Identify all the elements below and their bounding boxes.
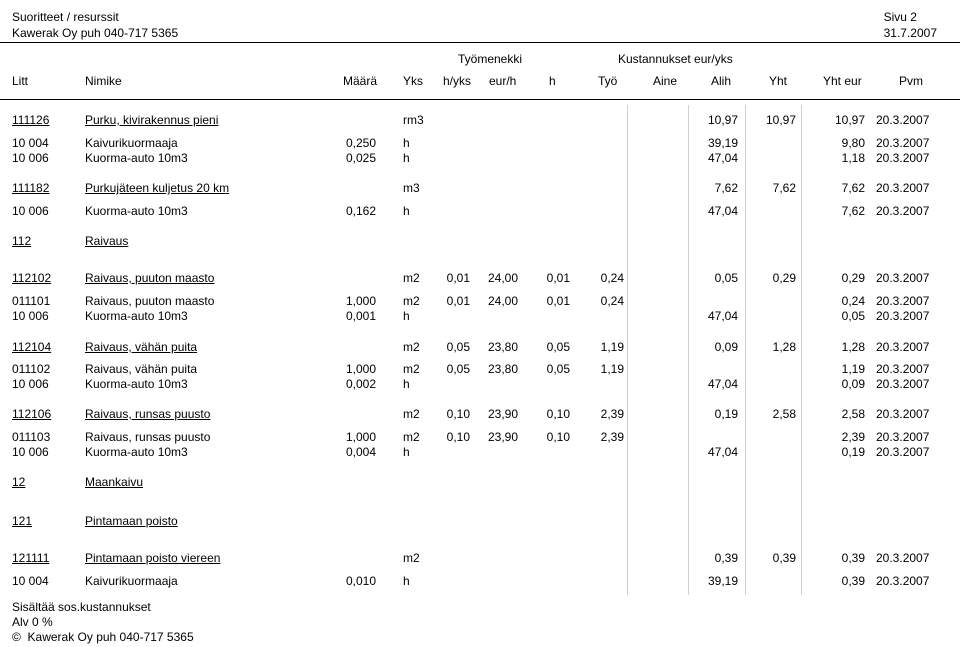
cell-qty: 0,162 (345, 204, 376, 218)
cell-alih: 10,97 (707, 113, 738, 127)
cell-unit: m2 (403, 551, 420, 565)
cell-yht: 2,58 (772, 407, 796, 421)
cell-tyo: 1,19 (600, 340, 624, 354)
cell-pvm: 20.3.2007 (876, 574, 930, 588)
cell-code: 111182 (12, 181, 50, 195)
table-row (0, 136, 960, 150)
cell-code: 10 006 (12, 204, 49, 218)
cell-alih: 0,39 (714, 551, 738, 565)
cell-code: 10 006 (12, 309, 49, 323)
cell-qty: 0,001 (345, 309, 376, 323)
cell-code: 121111 (12, 551, 50, 565)
cell-ytheur: 2,58 (841, 407, 865, 421)
cell-h: 0,01 (546, 271, 570, 285)
table-row (0, 204, 960, 218)
cell-code: 011102 (12, 362, 51, 376)
cell-name: Raivaus, runsas puusto (85, 430, 211, 444)
cell-pvm: 20.3.2007 (876, 271, 930, 285)
cell-yht: 0,29 (772, 271, 796, 285)
table-row (0, 445, 960, 459)
cell-pvm: 20.3.2007 (876, 430, 930, 444)
report-date: 31.7.2007 (883, 26, 937, 40)
cell-pvm: 20.3.2007 (876, 407, 930, 421)
cell-unit: m2 (403, 271, 420, 285)
cell-yht: 10,97 (765, 113, 796, 127)
cell-name: Pintamaan poisto viereen (85, 551, 221, 565)
cell-unit: h (403, 309, 410, 323)
cell-name: Kuorma-auto 10m3 (85, 377, 188, 391)
cell-hyks: 0,10 (446, 407, 470, 421)
column-header: Nimike (85, 74, 122, 88)
report-title: Suoritteet / resurssit (12, 10, 119, 24)
table-row (0, 271, 960, 285)
cell-tyo: 2,39 (600, 407, 624, 421)
cell-unit: m2 (403, 294, 420, 308)
cell-name: Raivaus, runsas puusto (85, 407, 211, 421)
cell-ytheur: 0,09 (841, 377, 865, 391)
cell-alih: 47,04 (707, 204, 738, 218)
cell-ytheur: 0,39 (841, 551, 865, 565)
footer-company: Kawerak Oy puh 040-717 5365 (27, 630, 194, 644)
cell-code: 011101 (12, 294, 51, 308)
column-header: Alih (711, 74, 732, 88)
group-label-worker: Työmenekki (458, 52, 523, 66)
column-header: Yks (403, 74, 424, 88)
column-header: Yht eur (823, 74, 862, 88)
cell-name: Kaivurikuormaaja (85, 136, 178, 150)
table-row (0, 294, 960, 308)
cell-alih: 39,19 (707, 136, 738, 150)
cell-name: Kuorma-auto 10m3 (85, 204, 188, 218)
cell-yht: 7,62 (772, 181, 796, 195)
cell-tyo: 0,24 (600, 294, 624, 308)
cell-h: 0,10 (546, 430, 570, 444)
cell-qty: 0,250 (345, 136, 376, 150)
table-row (0, 151, 960, 165)
cell-tyo: 1,19 (600, 362, 624, 376)
table-row (0, 377, 960, 391)
cell-ytheur: 1,18 (841, 151, 865, 165)
cell-unit: h (403, 445, 410, 459)
cell-alih: 39,19 (707, 574, 738, 588)
cell-code: 121 (12, 514, 33, 528)
cell-unit: h (403, 151, 410, 165)
footer-copyright (12, 630, 194, 645)
cell-eurh: 24,00 (487, 271, 518, 285)
cell-pvm: 20.3.2007 (876, 362, 930, 376)
cell-unit: h (403, 574, 410, 588)
cell-yht: 1,28 (772, 340, 796, 354)
table-row (0, 362, 960, 376)
cell-ytheur: 0,29 (841, 271, 865, 285)
cell-alih: 0,19 (714, 407, 738, 421)
cell-qty: 0,004 (345, 445, 376, 459)
cell-code: 10 006 (12, 377, 49, 391)
cell-name: Purkujäteen kuljetus 20 km (85, 181, 230, 195)
cell-pvm: 20.3.2007 (876, 151, 930, 165)
cell-alih: 47,04 (707, 309, 738, 323)
cell-unit: m3 (403, 181, 420, 195)
cell-qty: 1,000 (345, 294, 376, 308)
cell-unit: m2 (403, 362, 420, 376)
column-header: eur/h (489, 74, 517, 88)
cell-pvm: 20.3.2007 (876, 377, 930, 391)
cell-pvm: 20.3.2007 (876, 309, 930, 323)
cell-pvm: 20.3.2007 (876, 551, 930, 565)
cell-hyks: 0,10 (446, 430, 470, 444)
cell-name: Raivaus, puuton maasto (85, 294, 215, 308)
cell-hyks: 0,01 (446, 294, 470, 308)
cell-name: Raivaus, puuton maasto (85, 271, 215, 285)
cell-qty: 1,000 (345, 362, 376, 376)
cell-name: Kuorma-auto 10m3 (85, 151, 188, 165)
column-header: Yht (769, 74, 788, 88)
cell-alih: 47,04 (707, 445, 738, 459)
cell-code: 112104 (12, 340, 52, 354)
column-header: Määrä (343, 74, 378, 88)
cell-name: Purku, kivirakennus pieni (85, 113, 219, 127)
cell-name: Raivaus (85, 234, 129, 248)
cell-unit: m2 (403, 340, 420, 354)
cell-pvm: 20.3.2007 (876, 294, 930, 308)
cell-unit: m2 (403, 407, 420, 421)
column-header: Pvm (899, 74, 923, 88)
cell-hyks: 0,01 (446, 271, 470, 285)
cell-unit: m2 (403, 430, 420, 444)
cell-name: Kaivurikuormaaja (85, 574, 178, 588)
cell-hyks: 0,05 (446, 362, 470, 376)
cell-code: 111126 (12, 113, 50, 127)
cell-ytheur: 1,28 (841, 340, 865, 354)
cell-tyo: 2,39 (600, 430, 624, 444)
cell-alih: 47,04 (707, 151, 738, 165)
table-row (0, 475, 960, 489)
copyright-symbol: © (12, 630, 21, 644)
cell-ytheur: 7,62 (841, 204, 865, 218)
cell-ytheur: 0,39 (841, 574, 865, 588)
cell-ytheur: 10,97 (834, 113, 865, 127)
table-row (0, 574, 960, 588)
cell-unit: h (403, 136, 410, 150)
cell-pvm: 20.3.2007 (876, 181, 930, 195)
cell-ytheur: 7,62 (841, 181, 865, 195)
table-row (0, 430, 960, 444)
cell-ytheur: 1,19 (841, 362, 865, 376)
footer-vat: Alv 0 % (12, 615, 53, 629)
cell-code: 112102 (12, 271, 52, 285)
cell-eurh: 23,80 (487, 340, 518, 354)
cell-pvm: 20.3.2007 (876, 113, 930, 127)
cell-ytheur: 0,05 (841, 309, 865, 323)
cell-code: 10 004 (12, 574, 49, 588)
table-row (0, 407, 960, 421)
cell-code: 10 004 (12, 136, 49, 150)
cell-name: Pintamaan poisto (85, 514, 178, 528)
cell-code: 10 006 (12, 445, 49, 459)
cell-h: 0,01 (546, 294, 570, 308)
cell-ytheur: 9,80 (841, 136, 865, 150)
cell-name: Kuorma-auto 10m3 (85, 445, 188, 459)
cell-qty: 0,002 (345, 377, 376, 391)
cell-code: 112 (12, 234, 32, 248)
cell-qty: 0,010 (345, 574, 376, 588)
cell-alih: 0,09 (714, 340, 738, 354)
cell-unit: h (403, 204, 410, 218)
cell-unit: h (403, 377, 410, 391)
cell-name: Kuorma-auto 10m3 (85, 309, 188, 323)
cell-alih: 0,05 (714, 271, 738, 285)
cell-h: 0,10 (546, 407, 570, 421)
column-header: Litt (12, 74, 29, 88)
table-row (0, 340, 960, 354)
cell-eurh: 23,90 (487, 407, 518, 421)
cell-pvm: 20.3.2007 (876, 340, 930, 354)
cell-ytheur: 0,19 (841, 445, 865, 459)
cell-name: Raivaus, vähän puita (85, 340, 198, 354)
cell-name: Maankaivu (85, 475, 144, 489)
cell-eurh: 24,00 (487, 294, 518, 308)
cell-hyks: 0,05 (446, 340, 470, 354)
table-row (0, 181, 960, 195)
cell-ytheur: 2,39 (841, 430, 865, 444)
cell-h: 0,05 (546, 362, 570, 376)
column-header: Aine (653, 74, 678, 88)
cell-qty: 0,025 (345, 151, 376, 165)
column-header: Työ (598, 74, 618, 88)
cell-alih: 47,04 (707, 377, 738, 391)
cell-tyo: 0,24 (600, 271, 624, 285)
page-footer (12, 600, 194, 645)
cell-code: 10 006 (12, 151, 49, 165)
cell-unit: rm3 (403, 113, 424, 127)
cell-code: 12 (12, 475, 26, 489)
cell-h: 0,05 (546, 340, 570, 354)
cell-ytheur: 0,24 (841, 294, 865, 308)
cell-pvm: 20.3.2007 (876, 136, 930, 150)
cell-pvm: 20.3.2007 (876, 204, 930, 218)
cell-name: Raivaus, vähän puita (85, 362, 198, 376)
group-label-costs: Kustannukset eur/yks (618, 52, 733, 66)
column-header: h/yks (443, 74, 472, 88)
company-info: Kawerak Oy puh 040-717 5365 (12, 26, 179, 40)
table-row (0, 113, 960, 127)
cell-alih: 7,62 (714, 181, 738, 195)
page-number: Sivu 2 (883, 10, 917, 24)
cell-yht: 0,39 (772, 551, 796, 565)
cell-eurh: 23,80 (487, 362, 518, 376)
table-row (0, 309, 960, 323)
footer-social-costs: Sisältää sos.kustannukset (12, 600, 151, 614)
cell-pvm: 20.3.2007 (876, 445, 930, 459)
cell-code: 011103 (12, 430, 51, 444)
table-row (0, 234, 960, 248)
table-row (0, 551, 960, 565)
table-row (0, 514, 960, 528)
cell-qty: 1,000 (345, 430, 376, 444)
cell-eurh: 23,90 (487, 430, 518, 444)
cell-code: 112106 (12, 407, 52, 421)
column-header: h (549, 74, 556, 88)
